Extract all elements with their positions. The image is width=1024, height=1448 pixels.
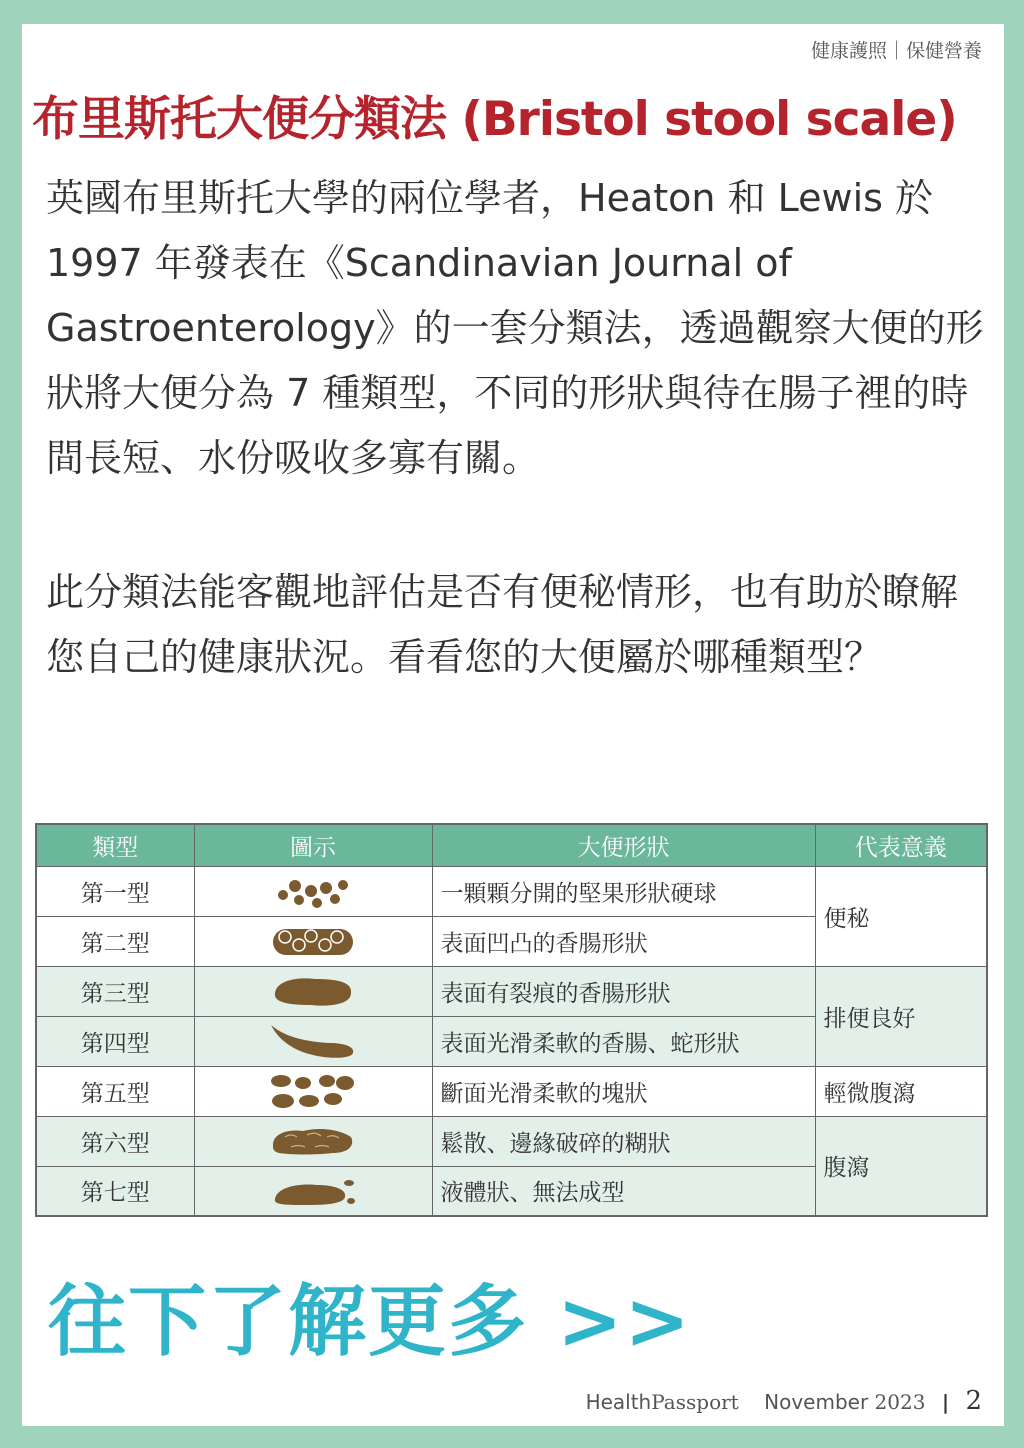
shape-cell: 表面凹凸的香腸形狀 — [432, 916, 815, 966]
meaning-constipation: 便秘 — [815, 866, 987, 966]
type1-stool-icon — [194, 866, 432, 916]
footer-separator: | — [941, 1390, 950, 1414]
purpose-paragraph: 此分類法能客觀地評估是否有便秘情形，也有助於瞭解您自己的健康狀況。看看您的大便屬於哪種類型？ — [46, 570, 959, 679]
table-header-row — [36, 824, 987, 866]
table-row — [36, 1116, 987, 1166]
type6-stool-icon — [194, 1116, 432, 1166]
table-row — [36, 866, 987, 916]
read-more-link[interactable]: 往下了解更多 >> — [48, 1277, 692, 1367]
brand-light: Health — [585, 1390, 652, 1414]
brand-bold: Passport — [651, 1390, 739, 1414]
type-cell: 第七型 — [36, 1166, 194, 1216]
meaning-good: 排便良好 — [815, 966, 987, 1066]
shape-cell: 一顆顆分開的堅果形狀硬球 — [432, 866, 815, 916]
page — [22, 24, 1004, 1426]
type-cell: 第三型 — [36, 966, 194, 1016]
type-cell: 第一型 — [36, 866, 194, 916]
shape-cell: 斷面光滑柔軟的塊狀 — [432, 1066, 815, 1116]
shape-cell: 鬆散、邊緣破碎的糊狀 — [432, 1116, 815, 1166]
type-cell: 第二型 — [36, 916, 194, 966]
shape-cell: 液體狀、無法成型 — [432, 1166, 815, 1216]
type4-stool-icon — [194, 1016, 432, 1066]
page-title: 布里斯托大便分類法 (Bristol stool scale) — [32, 92, 957, 147]
stool-table — [35, 823, 988, 1217]
footer — [586, 1386, 982, 1416]
type-cell: 第四型 — [36, 1016, 194, 1066]
issue-month: November — [764, 1390, 869, 1414]
page-number: 2 — [965, 1386, 982, 1416]
meaning-mild-diarrhea: 輕微腹瀉 — [815, 1066, 987, 1116]
header-meaning: 代表意義 — [815, 824, 987, 866]
meaning-diarrhea: 腹瀉 — [815, 1116, 987, 1216]
type-cell: 第五型 — [36, 1066, 194, 1116]
type-cell: 第六型 — [36, 1116, 194, 1166]
type3-stool-icon — [194, 966, 432, 1016]
type5-stool-icon — [194, 1066, 432, 1116]
category-label: 健康護照｜保健營養 — [810, 40, 982, 62]
shape-cell: 表面有裂痕的香腸形狀 — [432, 966, 815, 1016]
type7-stool-icon — [194, 1166, 432, 1216]
header-shape: 大便形狀 — [432, 824, 815, 866]
header-type: 類型 — [36, 824, 194, 866]
shape-cell: 表面光滑柔軟的香腸、蛇形狀 — [432, 1016, 815, 1066]
brand-name — [586, 1390, 739, 1414]
table-row — [36, 966, 987, 1016]
table-row — [36, 1066, 987, 1116]
type2-stool-icon — [194, 916, 432, 966]
header-icon: 圖示 — [194, 824, 432, 866]
issue-year: 2023 — [874, 1390, 926, 1414]
intro-paragraph: 英國布里斯托大學的兩位學者，Heaton 和 Lewis 於 1997 年發表在《Scandinavian Journal of Gastroenterology》的一套分類法，透過觀察大便的形狀將大便分為 7 種類型，不同的形狀與待在腸子裡的時間長短、水份吸收多寡有關。 — [46, 176, 984, 480]
